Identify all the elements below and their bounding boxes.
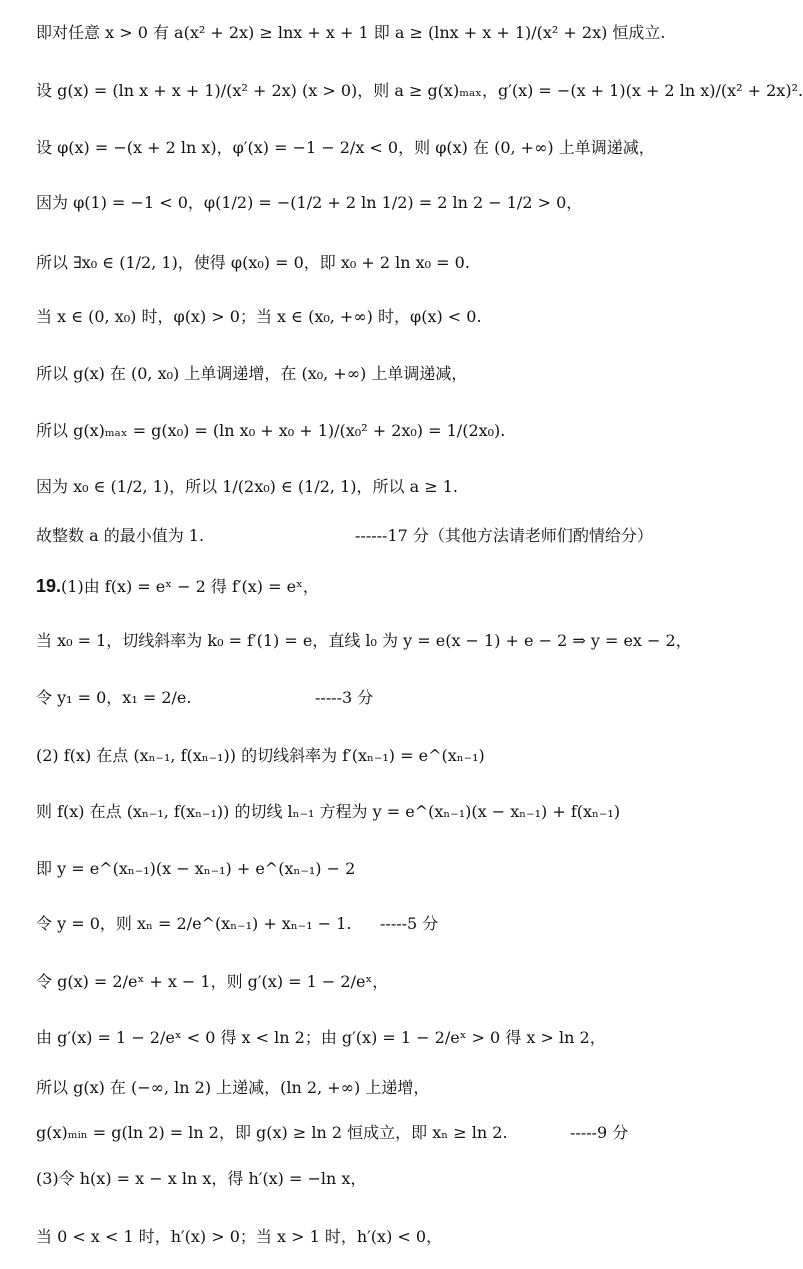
text-line: 所以 ∃x₀ ∈ (1/2, 1)，使得 φ(x₀) = 0，即 x₀ + 2 ln x₀ = 0. — [36, 253, 470, 272]
text-line: (2) f(x) 在点 (xₙ₋₁, f(xₙ₋₁)) 的切线斜率为 f′(xₙ₋₁) = e^(xₙ₋₁) — [36, 746, 485, 765]
text-line: 所以 g(x) 在 (0, x₀) 上单调递增，在 (x₀, +∞) 上单调递减， — [36, 364, 468, 383]
text-line: 当 x₀ = 1，切线斜率为 k₀ = f′(1) = e，直线 l₀ 为 y = e(x − 1) + e − 2 ⇒ y = ex − 2， — [36, 631, 692, 650]
score-note: ------17 分（其他方法请老师们酌情给分） — [355, 526, 653, 545]
text-line: 令 y = 0，则 xₙ = 2/e^(xₙ₋₁) + xₙ₋₁ − 1. — [36, 914, 352, 933]
score-note: -----3 分 — [315, 688, 374, 707]
score-note: -----9 分 — [570, 1123, 629, 1142]
text-line: 设 g(x) = (ln x + x + 1)/(x² + 2x) (x > 0)，则 a ≥ g(x)ₘₐₓ，g′(x) = −(x + 1)(x + 2 ln x)/(x² + 2x)². — [36, 81, 803, 100]
question-line — [36, 575, 706, 598]
text-line: (1)由 f(x) = eˣ − 2 得 f′(x) = eˣ， — [61, 577, 319, 596]
score-note: -----5 分 — [380, 914, 439, 933]
text-line: 当 x ∈ (0, x₀) 时，φ(x) > 0；当 x ∈ (x₀, +∞) 时，φ(x) < 0. — [36, 307, 482, 326]
text-line: 令 y₁ = 0，x₁ = 2/e. — [36, 688, 192, 707]
text-line: 因为 x₀ ∈ (1/2, 1)，所以 1/(2x₀) ∈ (1/2, 1)，所以 a ≥ 1. — [36, 477, 458, 496]
question-number: 19. — [36, 576, 62, 596]
text-line: 即对任意 x > 0 有 a(x² + 2x) ≥ lnx + x + 1 即 a ≥ (lnx + x + 1)/(x² + 2x) 恒成立. — [36, 23, 666, 42]
text-line: 故整数 a 的最小值为 1. — [36, 526, 205, 545]
text-line: 即 y = e^(xₙ₋₁)(x − xₙ₋₁) + e^(xₙ₋₁) − 2 — [36, 859, 356, 878]
text-line: 因为 φ(1) = −1 < 0，φ(1/2) = −(1/2 + 2 ln 1/2) = 2 ln 2 − 1/2 > 0， — [36, 193, 583, 212]
text-line: 由 g′(x) = 1 − 2/eˣ < 0 得 x < ln 2；由 g′(x) = 1 − 2/eˣ > 0 得 x > ln 2， — [36, 1028, 606, 1047]
text-line: 所以 g(x)ₘₐₓ = g(x₀) = (ln x₀ + x₀ + 1)/(x₀² + 2x₀) = 1/(2x₀). — [36, 421, 506, 440]
text-line: 设 φ(x) = −(x + 2 ln x)，φ′(x) = −1 − 2/x < 0，则 φ(x) 在 (0, +∞) 上单调递减， — [36, 138, 655, 157]
text-line: 令 g(x) = 2/eˣ + x − 1，则 g′(x) = 1 − 2/eˣ， — [36, 972, 389, 991]
text-line: g(x)ₘᵢₙ = g(ln 2) = ln 2，即 g(x) ≥ ln 2 恒成立，即 xₙ ≥ ln 2. — [36, 1123, 508, 1142]
text-line: 则 f(x) 在点 (xₙ₋₁, f(xₙ₋₁)) 的切线 lₙ₋₁ 方程为 y = e^(xₙ₋₁)(x − xₙ₋₁) + f(xₙ₋₁) — [36, 802, 621, 821]
text-line: 所以 g(x) 在 (−∞, ln 2) 上递减，(ln 2, +∞) 上递增， — [36, 1078, 430, 1097]
text-line: 当 0 < x < 1 时，h′(x) > 0；当 x > 1 时，h′(x) < 0， — [36, 1227, 443, 1246]
text-line: (3)令 h(x) = x − x ln x，得 h′(x) = −ln x， — [36, 1169, 367, 1188]
